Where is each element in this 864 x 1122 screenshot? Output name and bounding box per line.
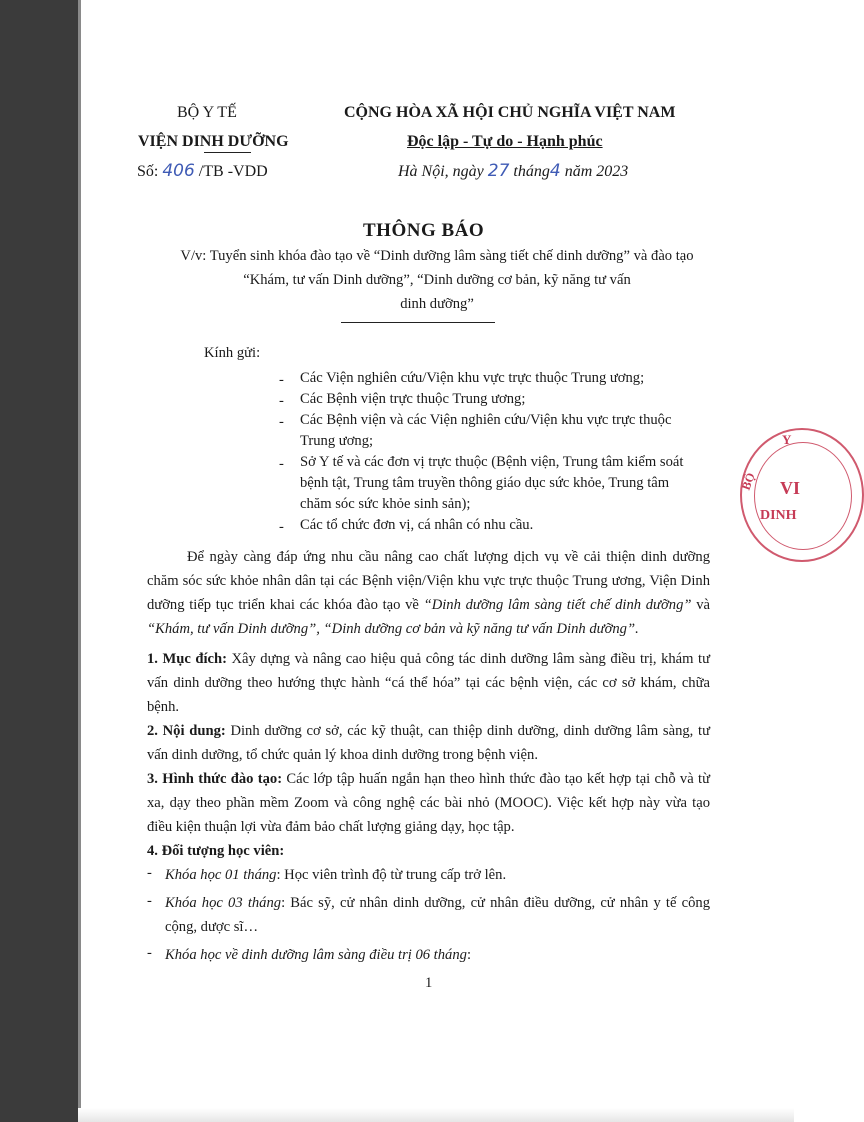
section-text: Dinh dưỡng cơ sở, các kỹ thuật, can thiệp dinh dưỡng, dinh dưỡng lâm sàng, tư vấn dinh dưỡng, tổ chức quản lý khoa dinh dưỡng trong bệnh viện.: [147, 723, 710, 763]
recipient-2: Các Bệnh viện trực thuộc Trung ương;: [300, 391, 526, 407]
list-bullet: -: [279, 519, 284, 535]
official-stamp: [740, 428, 864, 562]
stamp-text-bottom: DINH: [760, 508, 797, 523]
stamp-text-top: Y: [782, 432, 792, 447]
intro-course-1: “Dinh dưỡng lâm sàng tiết chế dinh dưỡng”: [423, 597, 692, 613]
stamp-text-mid: VI: [780, 478, 801, 498]
scan-edge-highlight: [78, 0, 81, 1122]
place-date: [398, 161, 628, 181]
document-number: [137, 161, 268, 181]
list-bullet: -: [147, 865, 152, 881]
number-prefix: Số:: [137, 163, 159, 180]
stamp-inner-ring: [754, 442, 852, 550]
recipient-1: Các Viện nghiên cứu/Viện khu vực trực thuộc Trung ương;: [300, 370, 645, 386]
institute-underline: [204, 152, 251, 153]
national-motto: Độc lập - Tự do - Hạnh phúc: [407, 133, 603, 150]
section-heading: 3. Hình thức đào tạo:: [147, 771, 283, 787]
number-suffix: /TB -VDD: [198, 163, 268, 180]
scan-bottom-shadow: [78, 1108, 794, 1122]
section-heading: 4. Đối tượng học viên:: [147, 843, 285, 859]
recipient-3-line-1: Các Bệnh viện và các Viện nghiên cứu/Viện khu vực trực thuộc: [300, 412, 672, 428]
audience-text: : Bác sỹ, cử nhân dinh dưỡng, cử nhân điều dưỡng, cử nhân y tế công cộng, dược sĩ…: [165, 895, 710, 935]
section-format: [147, 767, 710, 839]
section-purpose: [147, 647, 710, 719]
date-month-handwritten: 4: [549, 161, 561, 181]
recipient-5: Các tổ chức đơn vị, cá nhân có nhu cầu.: [300, 517, 534, 533]
recipient-3-line-2: Trung ương;: [300, 433, 374, 449]
list-bullet: -: [279, 372, 284, 388]
date-day-handwritten: 27: [487, 161, 510, 181]
page-number: 1: [425, 975, 433, 991]
list-bullet: -: [147, 893, 152, 909]
subject-line-3: dinh dưỡng”: [400, 296, 474, 312]
stamp-text-left: BỘ: [738, 470, 758, 492]
recipient-4-line-2: bệnh tật, Trung tâm truyền thông giáo dục sức khỏe, Trung tâm: [300, 475, 670, 491]
institute-name-text: VIỆN DINH DƯỠNG: [138, 133, 289, 150]
section-heading: 2. Nội dung:: [147, 723, 226, 739]
intro-and: và: [691, 597, 710, 613]
section-content: [147, 719, 710, 767]
intro-paragraph: [147, 545, 710, 641]
list-bullet: -: [279, 456, 284, 472]
recipient-4-line-1: Sở Y tế và các đơn vị trực thuộc (Bệnh viện, Trung tâm kiểm soát: [300, 454, 684, 470]
list-bullet: -: [279, 393, 284, 409]
section-audience: [147, 839, 710, 863]
institute-name: [138, 133, 289, 151]
scan-edge: [0, 0, 78, 1122]
audience-course: Khóa học 03 tháng: [165, 895, 282, 911]
subject-line-1: V/v: Tuyển sinh khóa đào tạo về “Dinh dưỡng lâm sàng tiết chế dinh dưỡng” và đào tạo: [180, 248, 694, 264]
ministry-name: BỘ Y TẾ: [177, 104, 237, 121]
nation-name: CỘNG HÒA XÃ HỘI CHỦ NGHĨA VIỆT NAM: [344, 104, 676, 121]
date-year: năm 2023: [564, 163, 629, 180]
intro-course-2: “Khám, tư vấn Dinh dưỡng”, “Dinh dưỡng cơ bản và kỹ năng tư vấn Dinh dưỡng”.: [147, 621, 639, 637]
subject-line-2: “Khám, tư vấn Dinh dưỡng”, “Dinh dưỡng cơ bản, kỹ năng tư vấn: [243, 272, 631, 288]
audience-item-3: [165, 943, 710, 967]
audience-course: Khóa học 01 tháng: [165, 867, 277, 883]
number-handwritten: 406: [162, 161, 195, 181]
audience-text: : Học viên trình độ từ trung cấp trở lên.: [276, 867, 507, 883]
list-bullet: -: [279, 414, 284, 430]
document-title: THÔNG BÁO: [363, 220, 485, 241]
audience-text: :: [466, 947, 471, 963]
date-prefix: Hà Nội, ngày: [398, 163, 484, 180]
section-text: Các lớp tập huấn ngắn hạn theo hình thức đào tạo kết hợp tại chỗ và từ xa, dạy theo phần mềm Zoom và công nghệ các bài nhỏ (MOOC). Việc kết hợp này vừa tạo điều kiện thuận lợi vừa đảm bảo chất lượng giảng dạy, học tập.: [147, 771, 710, 835]
subject-divider: [341, 322, 495, 323]
intro-text: Để ngày càng đáp ứng nhu cầu nâng cao chất lượng dịch vụ về cải thiện dinh dưỡng chăm sóc sức khỏe nhân dân tại các Bệnh viện/Viện khu vực trực thuộc Trung ương, Viện Dinh dưỡng tiếp tục triển khai các khóa đào tạo về: [147, 549, 710, 613]
date-month-label: tháng: [513, 163, 550, 180]
audience-item-1: [165, 863, 710, 887]
section-text: Xây dựng và nâng cao hiệu quả công tác dinh dưỡng lâm sàng điều trị, khám tư vấn dinh dưỡng theo hướng thực hành “cá thể hóa” tại các bệnh viện, các cơ sở khám, chữa bệnh.: [147, 651, 710, 715]
recipient-4-line-3: chăm sóc sức khỏe sinh sản);: [300, 496, 471, 512]
audience-course: Khóa học về dinh dưỡng lâm sàng điều trị 06 tháng: [165, 947, 467, 963]
list-bullet: -: [147, 945, 152, 961]
audience-item-2: [165, 891, 710, 939]
section-heading: 1. Mục đích:: [147, 651, 227, 667]
salutation: Kính gửi:: [204, 345, 261, 361]
